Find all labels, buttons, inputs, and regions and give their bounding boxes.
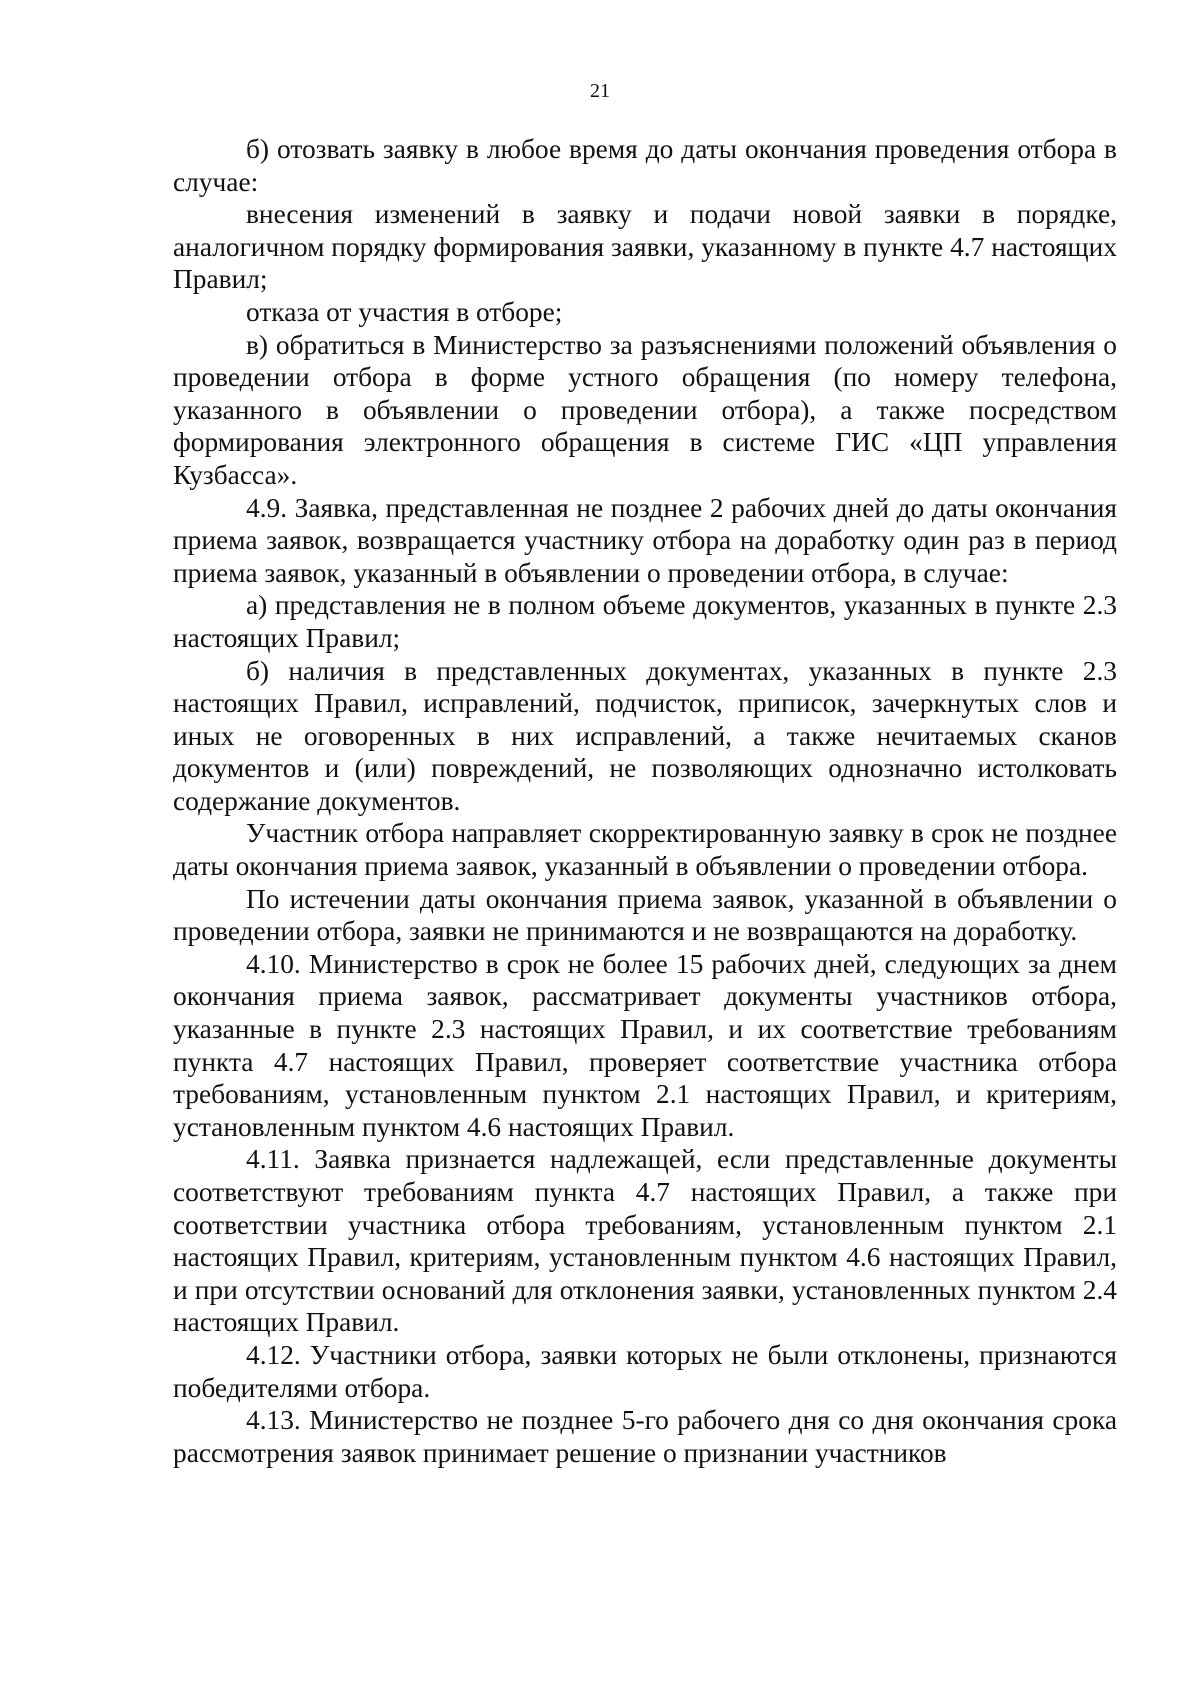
document-body	[173, 133, 1117, 1469]
paragraph-refusal-to-participate: отказа от участия в отборе;	[246, 296, 563, 327]
paragraph-4-12: 4.12. Участники отбора, заявки которых не были отклонены, признаются победителями отбора.	[173, 1339, 1117, 1403]
paragraph-after-deadline: По истечении даты окончания приема заявок, указанной в объявлении о проведении отбора, заявки не принимаются и не возвращаются на доработку.	[173, 883, 1117, 947]
paragraph-request-clarifications: в) обратиться в Министерство за разъяснениями положений объявления о проведении отбора в форме устного обращения (по номеру телефона, указанного в объявлении о проведении отбора), а также посредством формирования электронного обращения в системе ГИС «ЦП управления Кузбасса».	[173, 329, 1117, 490]
paragraph-4-9: 4.9. Заявка, представленная не позднее 2 рабочих дней до даты окончания приема заявок, возвращается участнику отбора на доработку один раз в период приема заявок, указанный в объявлении о проведении отбора, в случае:	[173, 492, 1117, 588]
paragraph-4-11: 4.11. Заявка признается надлежащей, если представленные документы соответствуют требованиям пункта 4.7 настоящих Правил, а также при соответствии участника отбора требованиям, установленным пунктом 2.1 настоящих Правил, критериям, установленным пунктом 4.6 настоящих Правил, и при отсутствии оснований для отклонения заявки, установленных пунктом 2.4 настоящих Правил.	[173, 1144, 1117, 1338]
page-number: 21	[590, 80, 610, 102]
paragraph-4-9-a: а) представления не в полном объеме документов, указанных в пункте 2.3 настоящих Правил;	[173, 590, 1117, 653]
paragraph-changes-to-application: внесения изменений в заявку и подачи новой заявки в порядке, аналогичном порядку формирования заявки, указанному в пункте 4.7 настоящих Правил;	[173, 199, 1117, 295]
paragraph-corrected-application: Участник отбора направляет скорректированную заявку в срок не позднее даты окончания приема заявок, указанный в объявлении о проведении отбора.	[173, 818, 1117, 882]
paragraph-4-9-b: б) наличия в представленных документах, указанных в пункте 2.3 настоящих Правил, исправлений, подчисток, приписок, зачеркнутых слов и иных не оговоренных в них исправлений, а также нечитаемых сканов документов и (или) повреждений, не позволяющих однозначно истолковать содержание документов.	[173, 655, 1117, 816]
paragraph-4-10: 4.10. Министерство в срок не более 15 рабочих дней, следующих за днем окончания приема заявок, рассматривает документы участников отбора, указанные в пункте 2.3 настоящих Правил, и их соответствие требованиям пункта 4.7 настоящих Правил, проверяет соответствие участника отбора требованиям, установленным пунктом 2.1 настоящих Правил, и критериям, установленным пунктом 4.6 настоящих Правил.	[173, 948, 1117, 1142]
paragraph-revoke-application: б) отозвать заявку в любое время до даты окончания проведения отбора в случае:	[173, 134, 1117, 197]
paragraph-4-13: 4.13. Министерство не позднее 5-го рабочего дня со дня окончания срока рассмотрения заявок принимает решение о признании участников	[173, 1405, 1117, 1468]
